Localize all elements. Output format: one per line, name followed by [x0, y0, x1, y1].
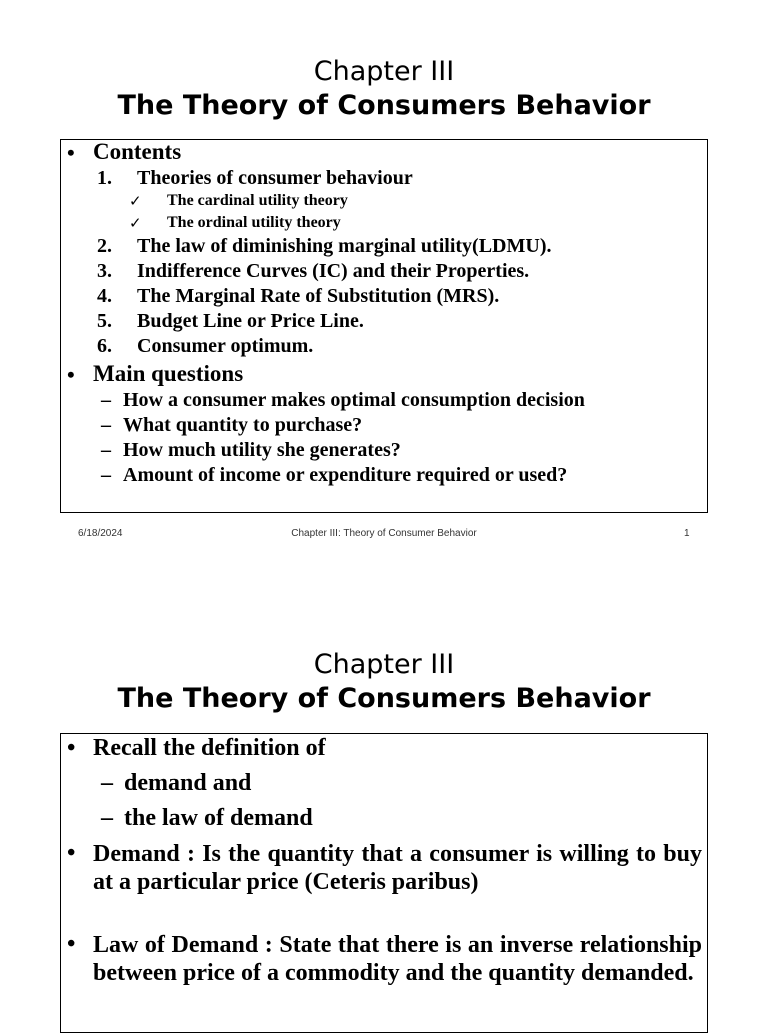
list-item: Consumer optimum.	[137, 335, 314, 357]
dash-icon: –	[101, 464, 111, 486]
bullet-icon: •	[67, 931, 76, 957]
dash-icon: –	[101, 389, 111, 411]
contents-box	[60, 139, 708, 513]
list-item: Theories of consumer behaviour	[137, 167, 413, 189]
main-questions-heading: Main questions	[93, 361, 244, 386]
dash-icon: –	[101, 770, 113, 796]
slide-2	[0, 593, 768, 1024]
bullet-icon: •	[67, 140, 75, 165]
sub-item: the law of demand	[124, 805, 313, 831]
sub-list-item: The ordinal utility theory	[167, 214, 341, 231]
list-number: 2.	[97, 235, 112, 257]
sub-list-item: The cardinal utility theory	[167, 192, 348, 209]
list-item: The law of diminishing marginal utility(LDMU).	[137, 235, 552, 257]
question-item: How much utility she generates?	[123, 439, 401, 461]
bullet-icon: •	[67, 362, 75, 387]
list-number: 5.	[97, 310, 112, 332]
list-number: 1.	[97, 167, 112, 189]
footer-date: 6/18/2024	[78, 528, 123, 539]
list-item: Indifference Curves (IC) and their Properties.	[137, 260, 530, 282]
list-number: 6.	[97, 335, 112, 357]
slide-1-title-block	[0, 55, 768, 123]
dash-icon: –	[101, 439, 111, 461]
footer-page-number: 1	[684, 528, 690, 539]
slide-title: The Theory of Consumers Behavior	[117, 90, 651, 121]
question-item: Amount of income or expenditure required or used?	[123, 464, 568, 486]
slide-2-title-block	[0, 648, 768, 716]
question-item: What quantity to purchase?	[123, 414, 363, 436]
dash-icon: –	[101, 805, 113, 831]
sub-item: demand and	[124, 770, 252, 796]
list-item: Budget Line or Price Line.	[137, 310, 364, 332]
recall-heading: Recall the definition of	[93, 735, 326, 761]
chapter-heading: Chapter III	[313, 649, 455, 680]
slide-title: The Theory of Consumers Behavior	[117, 683, 651, 714]
footer-title: Chapter III: Theory of Consumer Behavior	[291, 528, 477, 539]
demand-definition: Demand : Is the quantity that a consumer is willing to buy at a particular price (Ceteris paribus)	[93, 841, 702, 895]
question-item: How a consumer makes optimal consumption decision	[123, 389, 585, 411]
check-icon: ✓	[129, 214, 142, 232]
check-icon: ✓	[129, 192, 142, 210]
law-of-demand-definition: Law of Demand : State that there is an inverse relationship between price of a commodity and the quantity demanded.	[93, 932, 702, 986]
dash-icon: –	[101, 414, 111, 436]
bullet-icon: •	[67, 840, 76, 866]
list-number: 3.	[97, 260, 112, 282]
definitions-box	[60, 733, 708, 1033]
list-item: The Marginal Rate of Substitution (MRS).	[137, 285, 500, 307]
list-number: 4.	[97, 285, 112, 307]
chapter-heading: Chapter III	[313, 56, 455, 87]
bullet-icon: •	[67, 735, 76, 761]
contents-heading: Contents	[93, 139, 182, 164]
